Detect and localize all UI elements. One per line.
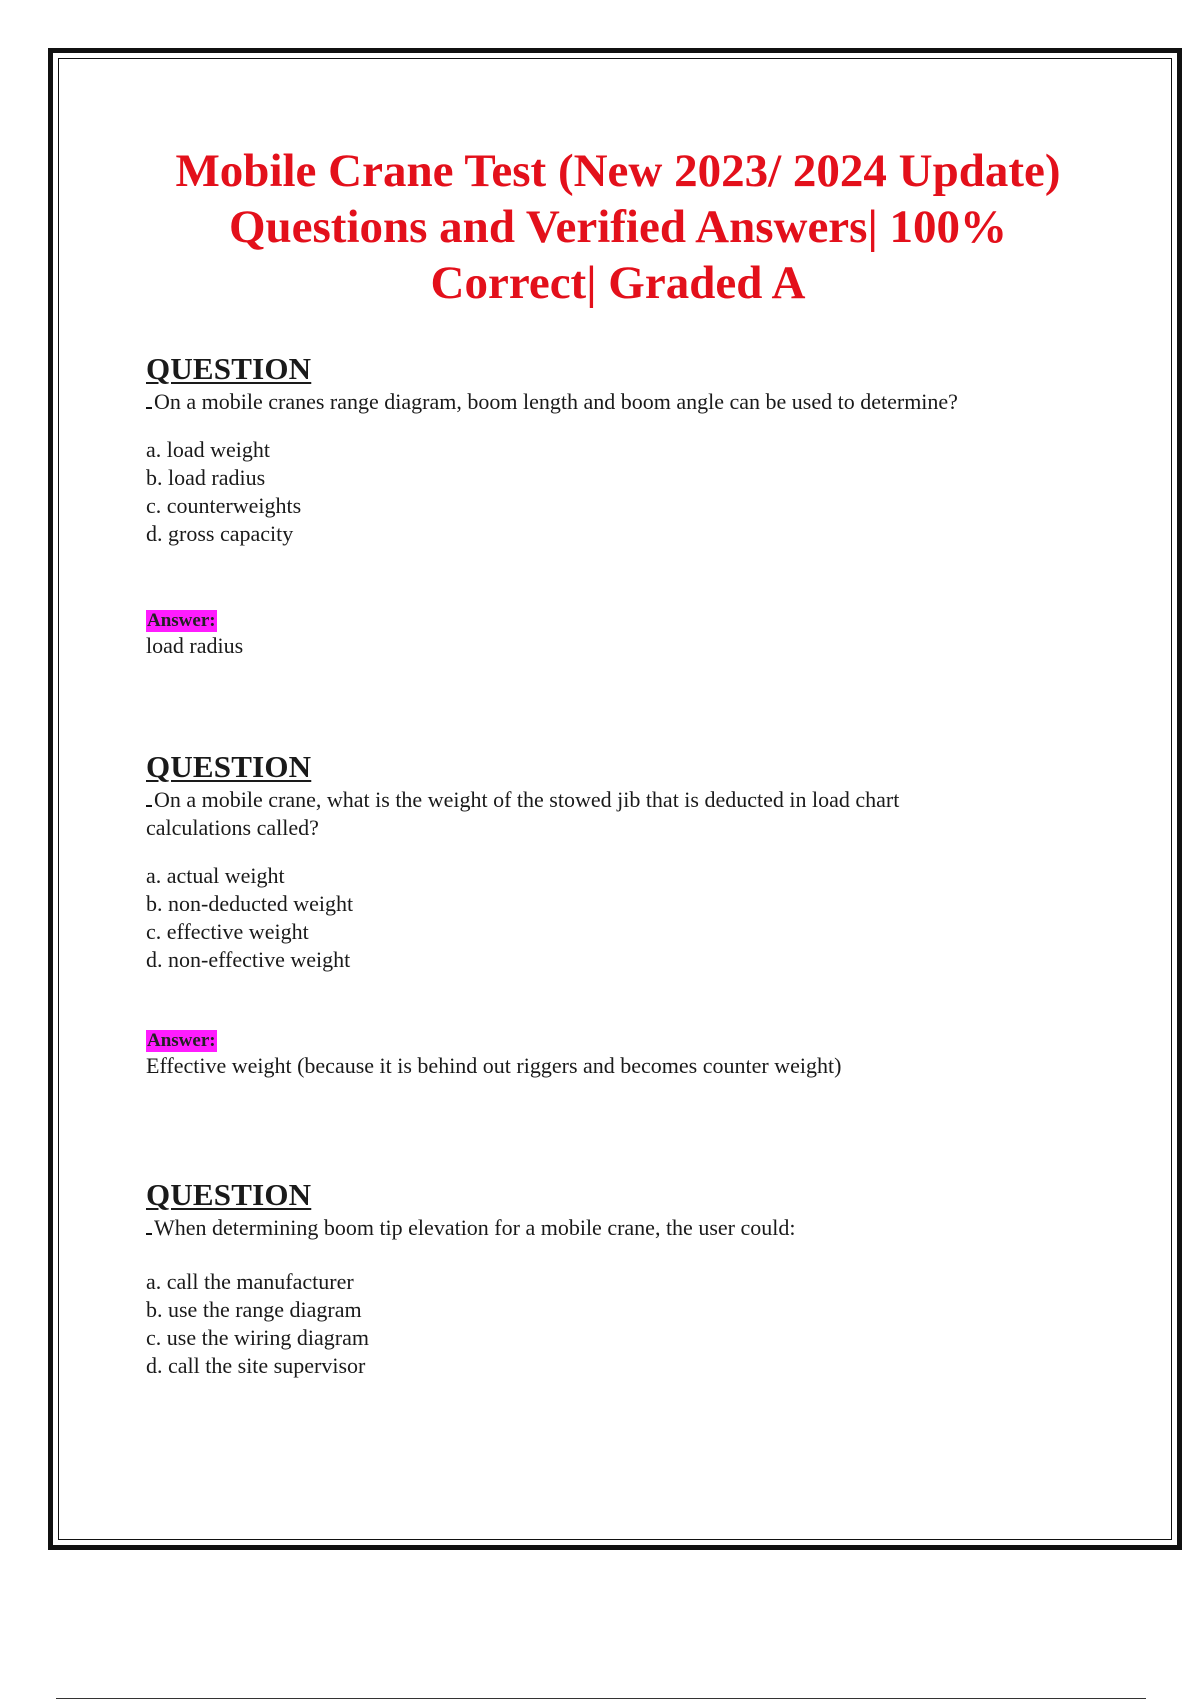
answer-options: [146, 436, 1106, 548]
option-c: c. counterweights: [146, 493, 302, 518]
title-line-1: Mobile Crane Test (New 2023/ 2024 Update): [175, 145, 1061, 197]
answer-options: [146, 1268, 1106, 1380]
question-text: On a mobile crane, what is the weight of the stowed jib that is deducted in load chart calculations called?: [146, 786, 986, 842]
option-c: c. effective weight: [146, 919, 309, 944]
option-d: d. call the site supervisor: [146, 1353, 366, 1378]
option-b: b. use the range diagram: [146, 1297, 362, 1322]
option-d: d. gross capacity: [146, 521, 294, 546]
question-block-2: [146, 750, 1106, 1080]
option-b: b. load radius: [146, 465, 266, 490]
question-heading: QUESTION: [146, 749, 312, 784]
answer-label: Answer:: [147, 610, 216, 631]
answer-options: [146, 862, 1106, 974]
footer-divider: [56, 1698, 1146, 1699]
question-text: When determining boom tip elevation for a mobile crane, the user could:: [146, 1214, 1106, 1242]
option-d: d. non-effective weight: [146, 947, 351, 972]
title-line-3: Correct| Graded A: [430, 257, 806, 309]
answer-text: Effective weight (because it is behind out riggers and becomes counter weight): [146, 1053, 842, 1078]
question-block-1: [146, 352, 1106, 660]
question-block-3: [146, 1178, 1106, 1380]
document-title: [150, 143, 1086, 311]
question-heading: QUESTION: [146, 351, 312, 386]
option-b: b. non-deducted weight: [146, 891, 354, 916]
option-c: c. use the wiring diagram: [146, 1325, 369, 1350]
question-text: On a mobile cranes range diagram, boom length and boom angle can be used to determine?: [146, 388, 1106, 416]
option-a: a. call the manufacturer: [146, 1269, 354, 1294]
question-heading: QUESTION: [146, 1177, 312, 1212]
option-a: a. load weight: [146, 437, 271, 462]
answer-label: Answer:: [147, 1030, 216, 1051]
option-a: a. actual weight: [146, 863, 285, 888]
title-line-2: Questions and Verified Answers| 100%: [228, 201, 1008, 253]
answer-text: load radius: [146, 633, 244, 658]
